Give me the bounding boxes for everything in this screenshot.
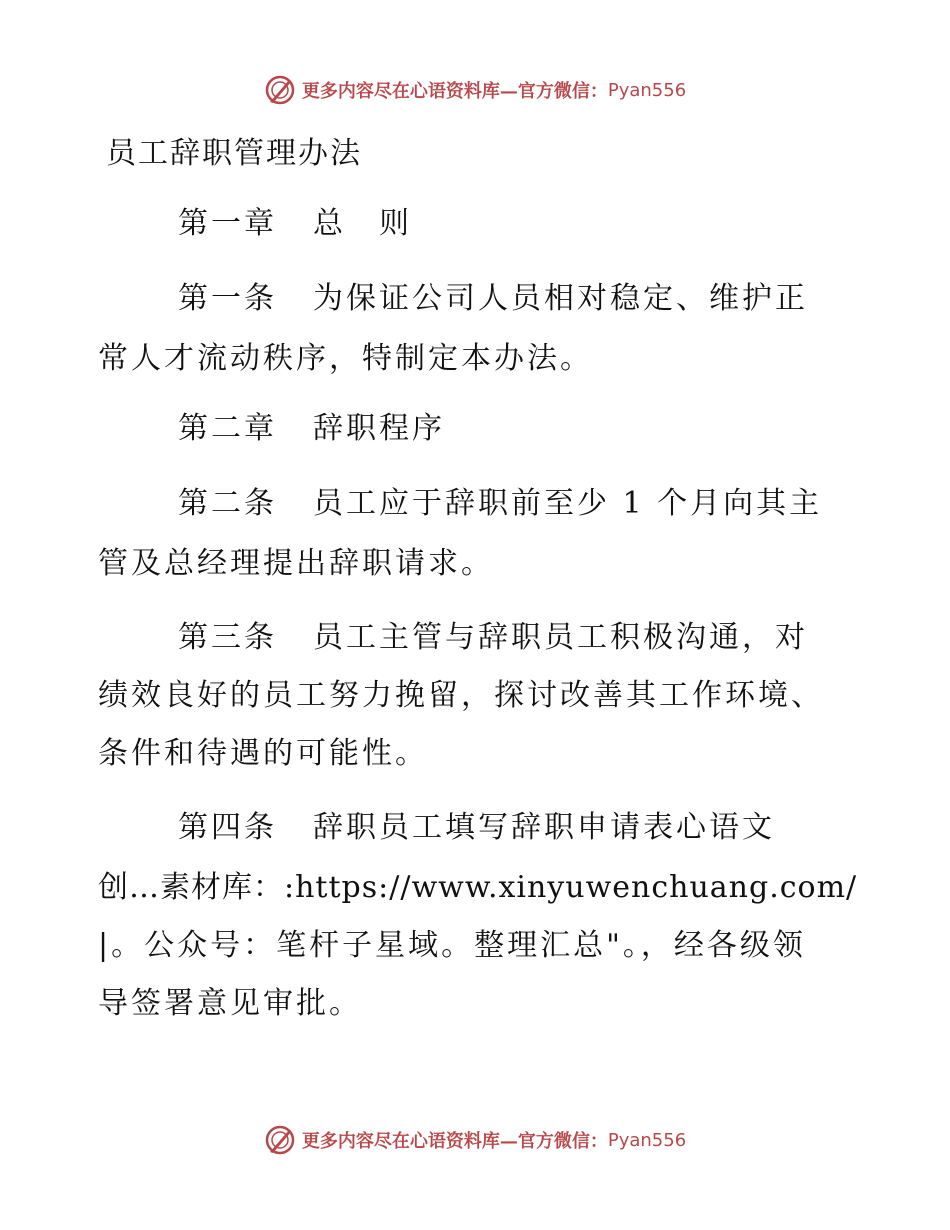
article-1-line-2: 常人才流动秩序，特制定本办法。 [98, 341, 593, 376]
article-3-line-1 [178, 612, 808, 656]
article-3-text-1: 员工主管与辞职员工积极沟通，对 [313, 620, 808, 655]
banner-text: 更多内容尽在心语资料库—官方微信： [301, 1131, 608, 1152]
banner-text: 更多内容尽在心语资料库—官方微信： [301, 81, 608, 102]
article-4-line-1 [178, 802, 775, 846]
article-2-text-1: 员工应于辞职前至少 1 个月向其主 [313, 486, 823, 521]
chapter-1-heading [178, 198, 412, 242]
quill-logo-icon [264, 1124, 296, 1156]
document-title: 员工辞职管理办法 [106, 136, 362, 171]
chapter-2-heading [178, 403, 445, 447]
article-3-line-2: 绩效良好的员工努力挽留，探讨改善其工作环境、 [98, 678, 824, 713]
chapter-1-name: 总 则 [313, 206, 412, 241]
article-1-line-1 [178, 273, 808, 317]
header-banner [0, 70, 950, 110]
article-3-line-3: 条件和待遇的可能性。 [98, 736, 428, 771]
article-4-line-3: |。公众号：笔杆子星域。整理汇总"。，经各级领 [98, 928, 806, 963]
chapter-2-name: 辞职程序 [313, 411, 445, 446]
article-4-text-1: 辞职员工填写辞职申请表心语文 [313, 810, 775, 845]
article-2-line-1 [178, 478, 822, 522]
article-4-line-4: 导签署意见审批。 [98, 986, 362, 1021]
chapter-1-label: 第一章 [178, 206, 277, 241]
article-1-text-1: 为保证公司人员相对稳定、维护正 [313, 281, 808, 316]
banner-wechat-id: Pyan556 [607, 79, 687, 101]
article-2-label: 第二条 [178, 486, 277, 521]
quill-logo-icon [264, 74, 296, 106]
footer-banner [0, 1120, 950, 1160]
banner-wechat-id: Pyan556 [607, 1129, 687, 1151]
chapter-2-label: 第二章 [178, 411, 277, 446]
article-1-label: 第一条 [178, 281, 277, 316]
article-4-label: 第四条 [178, 810, 277, 845]
article-3-label: 第三条 [178, 620, 277, 655]
article-4-line-2: 创…素材库：:https://www.xinyuwenchuang.com/ [98, 870, 858, 905]
article-2-line-2: 管及总经理提出辞职请求。 [98, 546, 494, 581]
